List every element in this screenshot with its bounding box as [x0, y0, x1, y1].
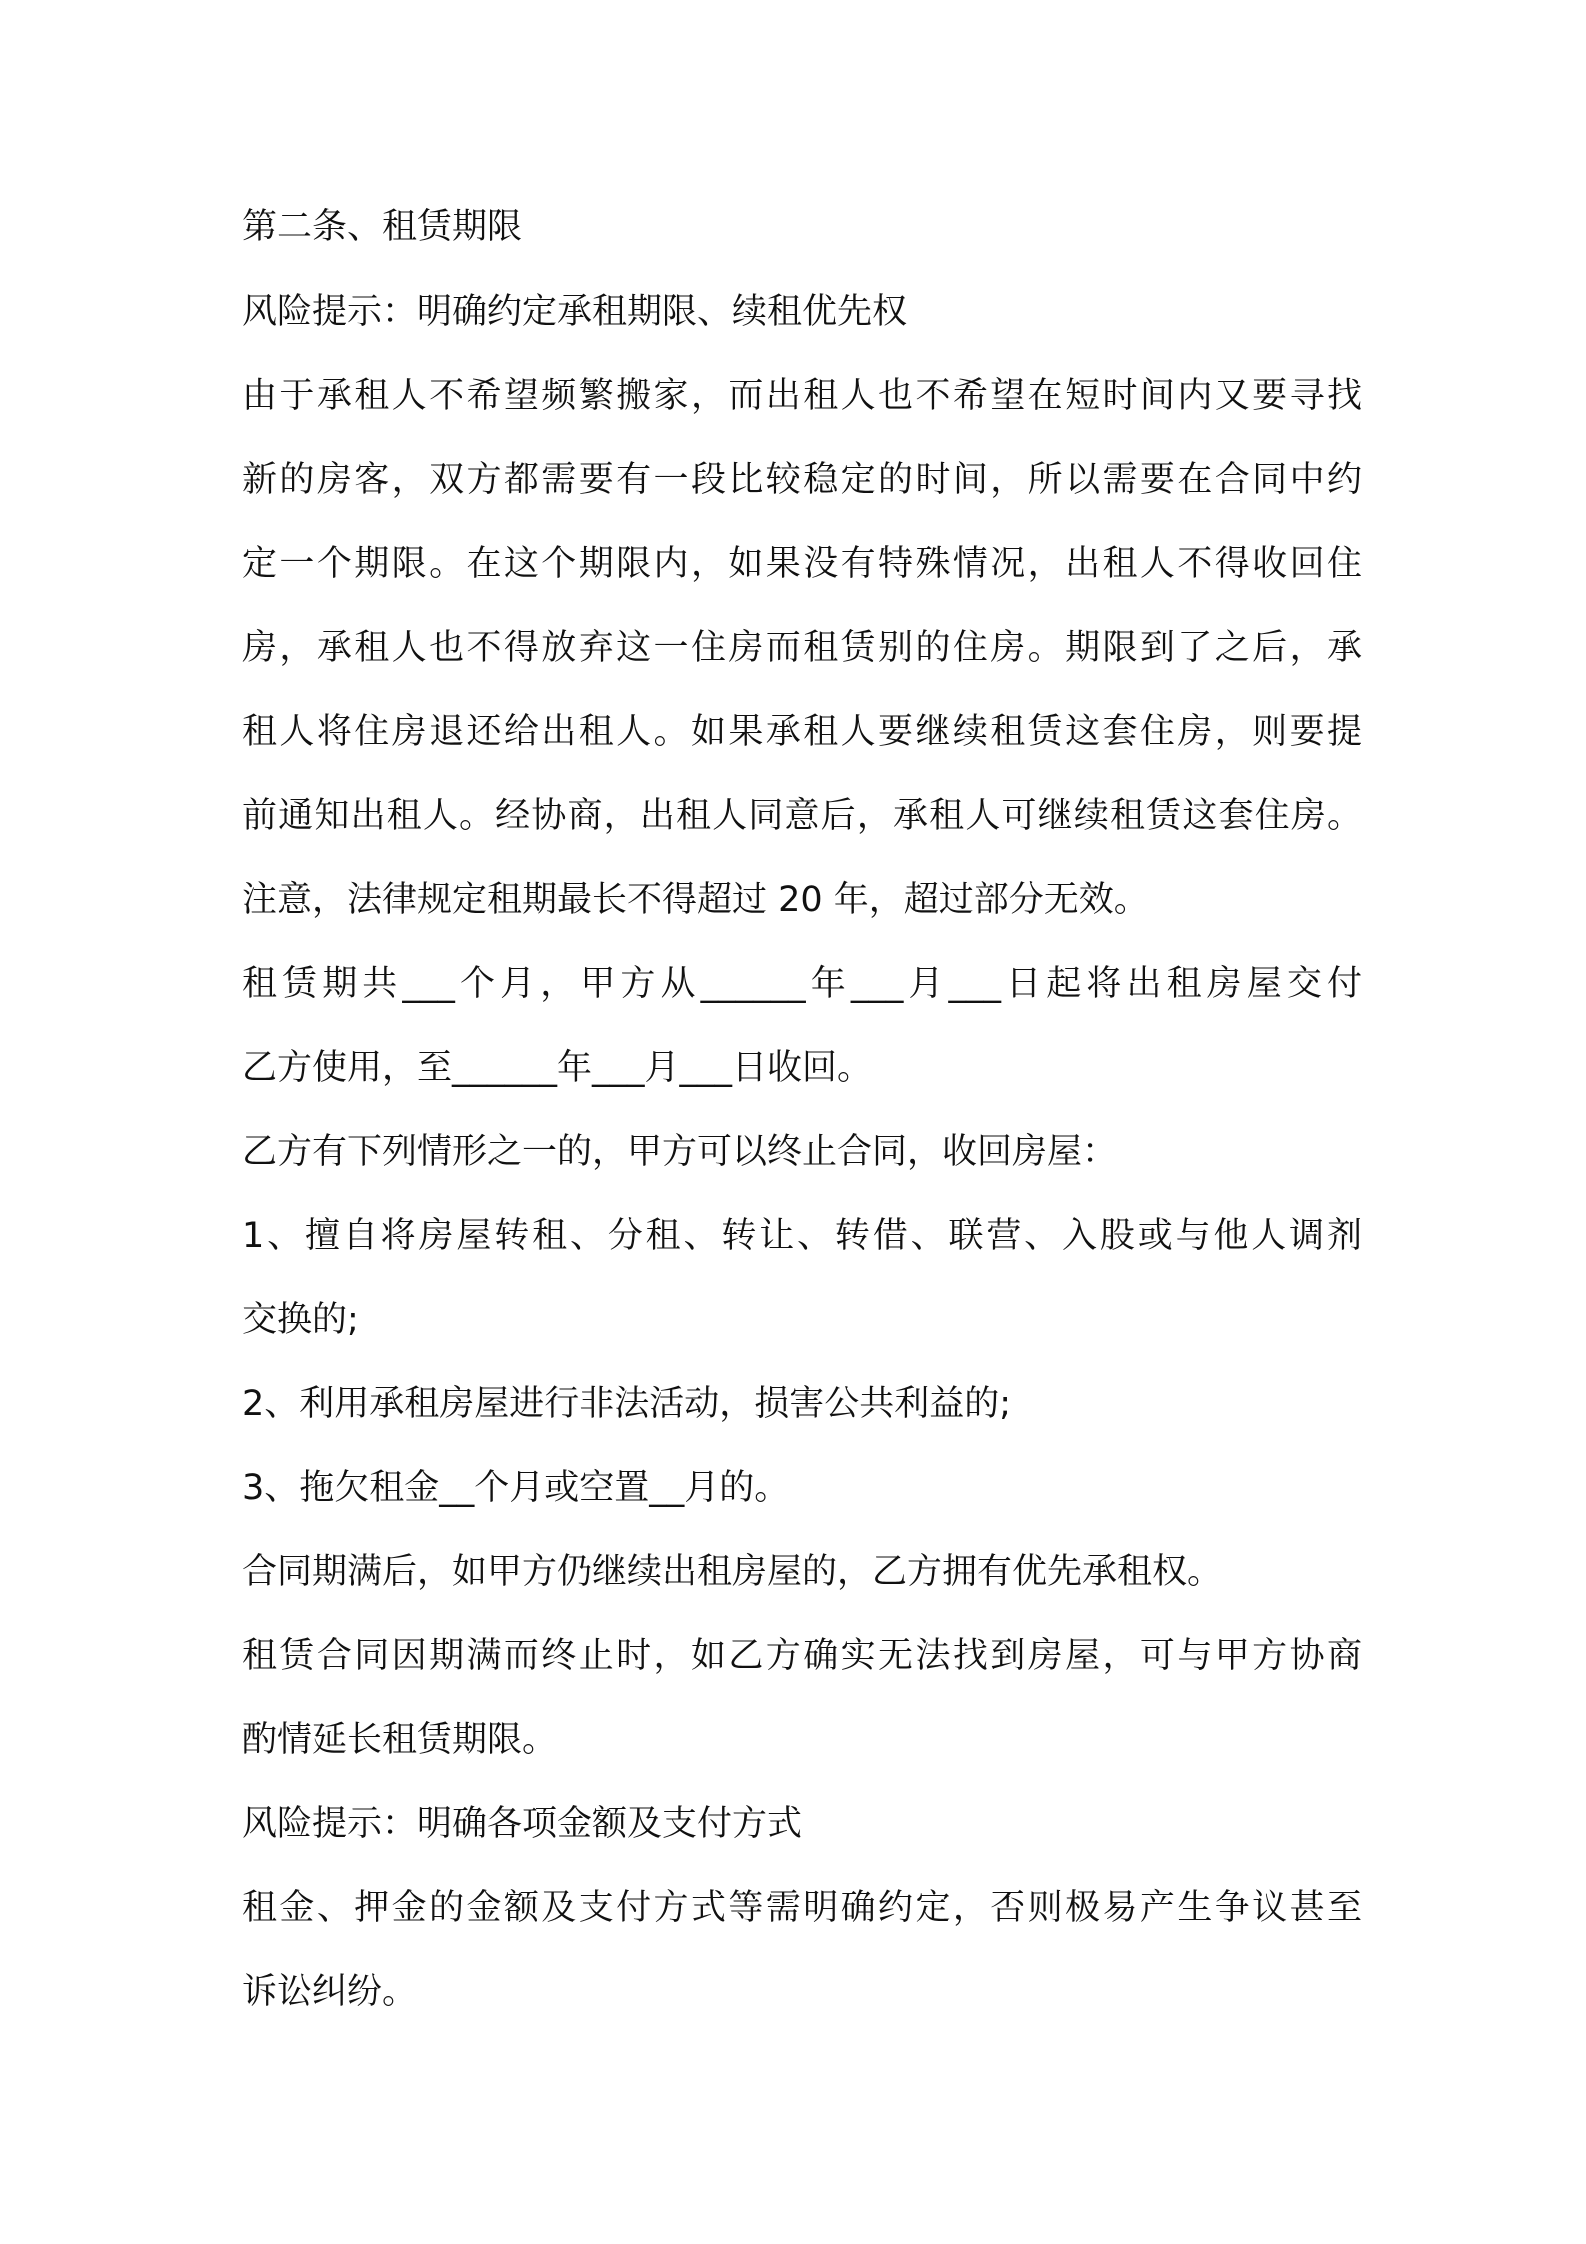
list-item-1: 1、擅自将房屋转租、分租、转让、转借、联营、入股或与他人调剂: [242, 1216, 1362, 1256]
paragraph-line: 由于承租人不希望频繁搬家，而出租人也不希望在短时间内又要寻找: [242, 376, 1362, 416]
payment-line-cont: 诉讼纠纷。: [242, 1972, 418, 2012]
paragraph-line: 新的房客，双方都需要有一段比较稳定的时间，所以需要在合同中约: [242, 460, 1362, 500]
paragraph-line: 定一个期限。在这个期限内，如果没有特殊情况，出租人不得收回住: [242, 544, 1362, 584]
paragraph-line: 前通知出租人。经协商，出租人同意后，承租人可继续租赁这套住房。: [242, 796, 1362, 836]
risk-tip-payment: 风险提示：明确各项金额及支付方式: [242, 1804, 803, 1844]
list-item-2: 2、利用承租房屋进行非法活动，损害公共利益的;: [242, 1384, 1012, 1424]
risk-tip-term: 风险提示：明确约定承租期限、续租优先权: [242, 292, 908, 332]
term-blank-line: 租赁期共___个月，甲方从______年___月___日起将出租房屋交付: [242, 964, 1362, 1004]
payment-line: 租金、押金的金额及支付方式等需明确约定，否则极易产生争议甚至: [242, 1888, 1362, 1928]
termination-intro: 乙方有下列情形之一的，甲方可以终止合同，收回房屋：: [242, 1132, 1118, 1172]
article-heading: 第二条、租赁期限: [242, 207, 523, 247]
note-line: 注意，法律规定租期最长不得超过 20 年，超过部分无效。: [242, 880, 1149, 920]
paragraph-line: 租人将住房退还给出租人。如果承租人要继续租赁这套住房，则要提: [242, 712, 1362, 752]
extension-line: 租赁合同因期满而终止时，如乙方确实无法找到房屋，可与甲方协商: [242, 1636, 1362, 1676]
paragraph-line: 房，承租人也不得放弃这一住房而租赁别的住房。期限到了之后，承: [242, 628, 1362, 668]
list-item-1-cont: 交换的;: [242, 1300, 359, 1340]
extension-line-cont: 酌情延长租赁期限。: [242, 1720, 558, 1760]
list-item-3: 3、拖欠租金__个月或空置__月的。: [242, 1468, 790, 1508]
term-blank-line: 乙方使用，至______年___月___日收回。: [242, 1048, 873, 1088]
renewal-line: 合同期满后，如甲方仍继续出租房屋的，乙方拥有优先承租权。: [242, 1552, 1223, 1592]
